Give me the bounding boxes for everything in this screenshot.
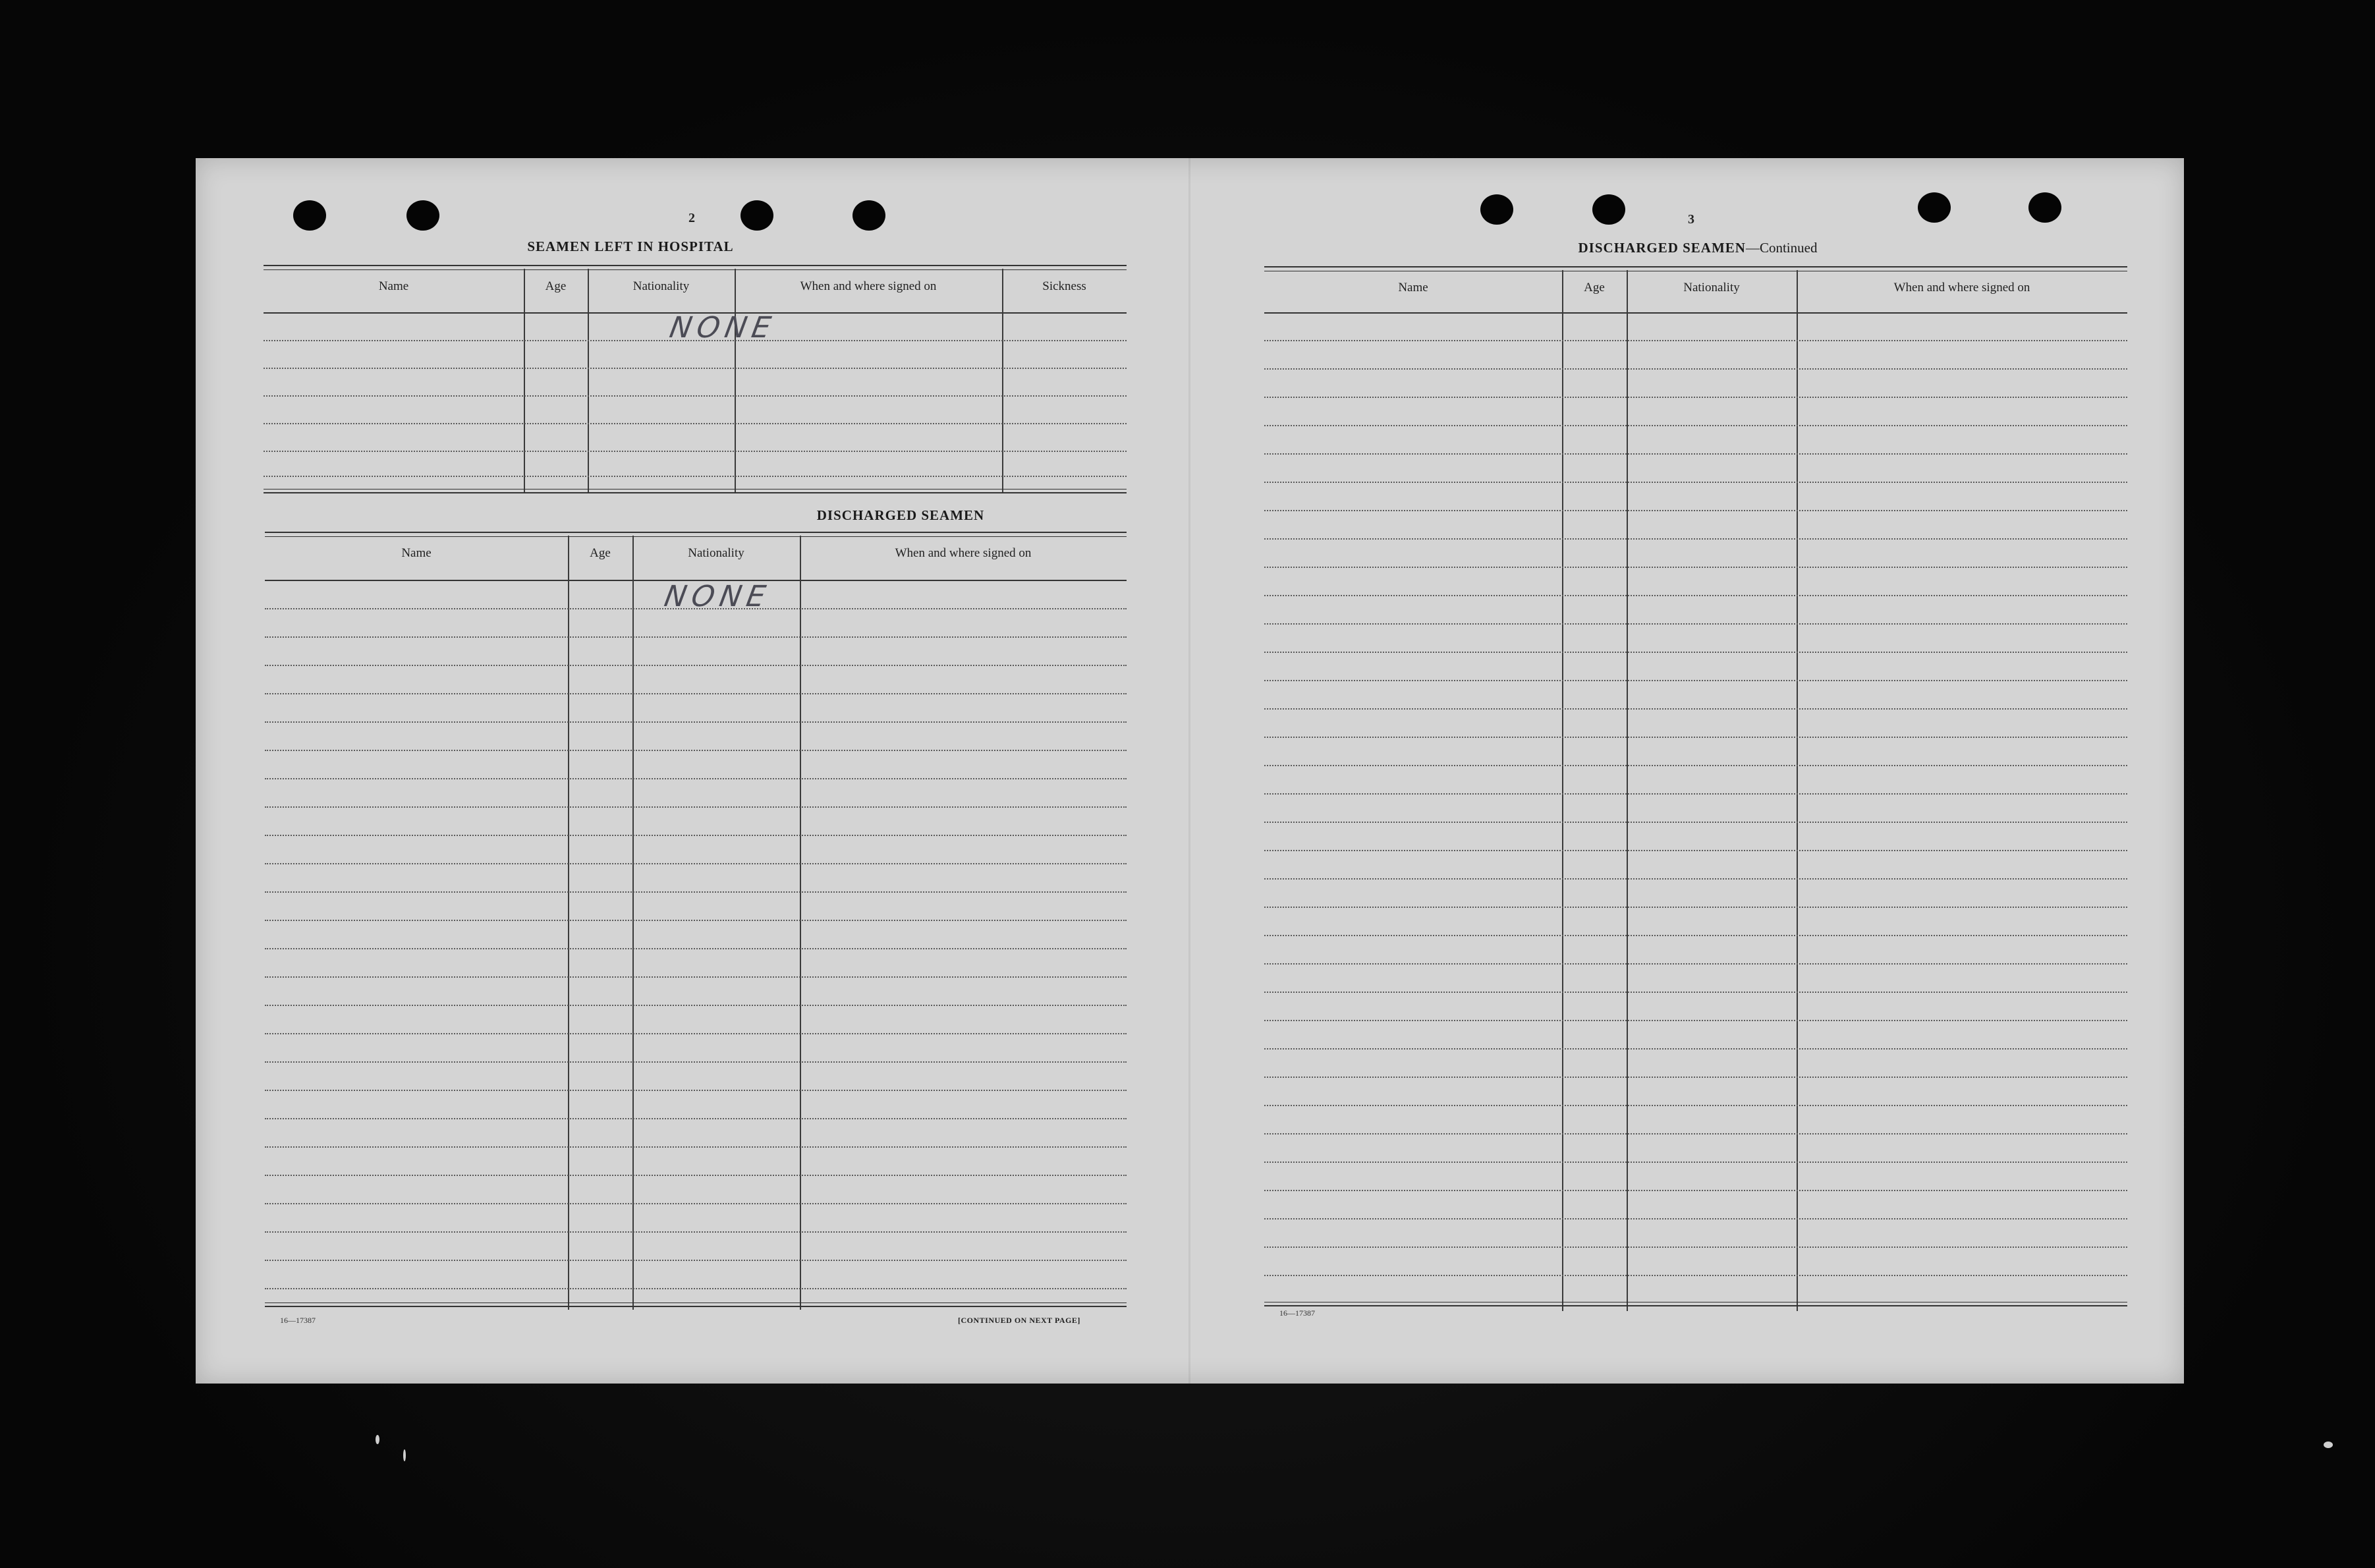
row-line <box>265 721 1127 723</box>
row-line <box>1264 453 2127 455</box>
hospital-section-title: SEAMEN LEFT IN HOSPITAL <box>527 238 734 254</box>
punch-hole <box>1480 194 1513 225</box>
column-divider <box>800 536 801 1310</box>
row-line <box>265 1090 1127 1091</box>
column-header-nationality: Nationality <box>688 546 744 560</box>
row-line <box>1264 1133 2127 1134</box>
row-line <box>1264 623 2127 625</box>
row-line <box>265 1005 1127 1006</box>
row-line <box>1264 1190 2127 1191</box>
row-line <box>265 1260 1127 1261</box>
right-form-code: 16—17387 <box>1279 1308 1315 1318</box>
column-divider <box>588 269 589 493</box>
row-line <box>1264 538 2127 540</box>
column-header-signed-on: When and where signed on <box>800 279 937 293</box>
row-line <box>264 395 1127 397</box>
punch-hole <box>740 200 773 231</box>
row-line <box>265 1033 1127 1034</box>
column-header-sickness: Sickness <box>1042 279 1086 293</box>
left-form-code: 16—17387 <box>280 1316 316 1325</box>
row-line <box>265 636 1127 638</box>
row-line <box>1264 340 2127 341</box>
row-line <box>1264 1077 2127 1078</box>
row-line <box>265 750 1127 751</box>
row-line <box>265 693 1127 694</box>
row-line <box>1264 368 2127 370</box>
right-page-number: 3 <box>1688 212 1694 227</box>
row-line <box>265 806 1127 808</box>
row-line <box>1264 397 2127 398</box>
row-line <box>1264 737 2127 738</box>
row-line <box>265 778 1127 779</box>
row-line <box>265 1118 1127 1119</box>
column-header-nationality: Nationality <box>632 279 690 293</box>
row-line <box>1264 765 2127 766</box>
column-header-age: Age <box>590 546 611 560</box>
row-line <box>1264 595 2127 596</box>
title-main: DISCHARGED SEAMEN <box>1578 240 1746 256</box>
scan-speck <box>376 1435 379 1444</box>
row-line <box>265 891 1127 893</box>
row-line <box>1264 1218 2127 1219</box>
column-divider <box>1627 270 1628 1311</box>
row-line <box>1264 850 2127 851</box>
row-line <box>265 948 1127 949</box>
column-header-age: Age <box>545 279 567 293</box>
row-line <box>265 1203 1127 1204</box>
row-line <box>1264 510 2127 511</box>
row-line <box>265 920 1127 921</box>
row-line <box>1264 680 2127 681</box>
column-divider <box>524 269 525 493</box>
row-line <box>265 1288 1127 1289</box>
hospital-table <box>264 265 1127 495</box>
discharged-continued-title <box>1500 240 1895 256</box>
row-line <box>1264 963 2127 965</box>
punch-hole <box>293 200 326 231</box>
page-fold <box>1188 158 1190 1384</box>
row-line <box>264 368 1127 369</box>
discharged-section-title: DISCHARGED SEAMEN <box>816 507 985 523</box>
hospital-none-entry: NONE <box>667 311 779 345</box>
row-line <box>1264 708 2127 710</box>
scan-speck <box>2324 1442 2333 1448</box>
row-line <box>1264 567 2127 568</box>
left-page-number: 2 <box>688 211 695 225</box>
row-line <box>1264 1105 2127 1106</box>
title-suffix: —Continued <box>1745 240 1818 256</box>
row-line <box>265 835 1127 836</box>
column-divider <box>632 536 634 1310</box>
table-top-rule <box>264 265 1127 270</box>
column-header-name: Name <box>401 546 432 560</box>
column-divider <box>1002 269 1003 493</box>
row-line <box>265 1231 1127 1233</box>
row-line <box>1264 1162 2127 1163</box>
table-top-rule <box>265 532 1127 537</box>
column-divider <box>1797 270 1798 1311</box>
row-line <box>264 423 1127 424</box>
scan-speck <box>403 1449 406 1461</box>
row-line <box>1264 935 2127 936</box>
row-line <box>265 976 1127 978</box>
row-line <box>265 863 1127 864</box>
row-line <box>1264 793 2127 795</box>
column-header-name: Name <box>378 279 409 293</box>
row-line <box>1264 1275 2127 1276</box>
punch-hole <box>2028 192 2061 223</box>
row-line <box>1264 1048 2127 1050</box>
continued-note: [CONTINUED ON NEXT PAGE] <box>958 1316 1080 1325</box>
row-line <box>1264 992 2127 993</box>
row-line <box>1264 482 2127 483</box>
row-line <box>1264 907 2127 908</box>
row-line <box>265 1175 1127 1176</box>
row-line <box>264 451 1127 452</box>
column-header-signed-on: When and where signed on <box>1893 281 2030 294</box>
row-line <box>264 476 1127 477</box>
discharged-none-entry: NONE <box>661 580 773 613</box>
discharged-table-right <box>1264 266 2127 1314</box>
column-header-nationality: Nationality <box>1683 281 1740 294</box>
table-bottom-rule <box>265 1302 1127 1307</box>
row-line <box>265 665 1127 666</box>
discharged-table-left <box>265 532 1127 1312</box>
table-bottom-rule <box>264 489 1127 493</box>
row-line <box>1264 1020 2127 1021</box>
punch-hole <box>406 200 439 231</box>
row-line <box>1264 425 2127 426</box>
row-line <box>1264 878 2127 880</box>
column-divider <box>1562 270 1563 1311</box>
row-line <box>1264 1246 2127 1248</box>
row-line <box>265 1146 1127 1148</box>
row-line <box>1264 652 2127 653</box>
punch-hole <box>1918 192 1951 223</box>
column-header-age: Age <box>1584 281 1605 294</box>
column-divider <box>568 536 569 1310</box>
row-line <box>1264 822 2127 823</box>
table-top-rule <box>1264 266 2127 271</box>
document-sheet <box>196 158 2184 1384</box>
table-bottom-rule <box>1264 1302 2127 1306</box>
row-line <box>265 1061 1127 1063</box>
header-rule <box>1264 312 2127 314</box>
column-header-name: Name <box>1398 281 1428 294</box>
column-divider <box>735 269 736 493</box>
column-header-signed-on: When and where signed on <box>895 546 1032 560</box>
punch-hole <box>852 200 885 231</box>
punch-hole <box>1592 194 1625 225</box>
